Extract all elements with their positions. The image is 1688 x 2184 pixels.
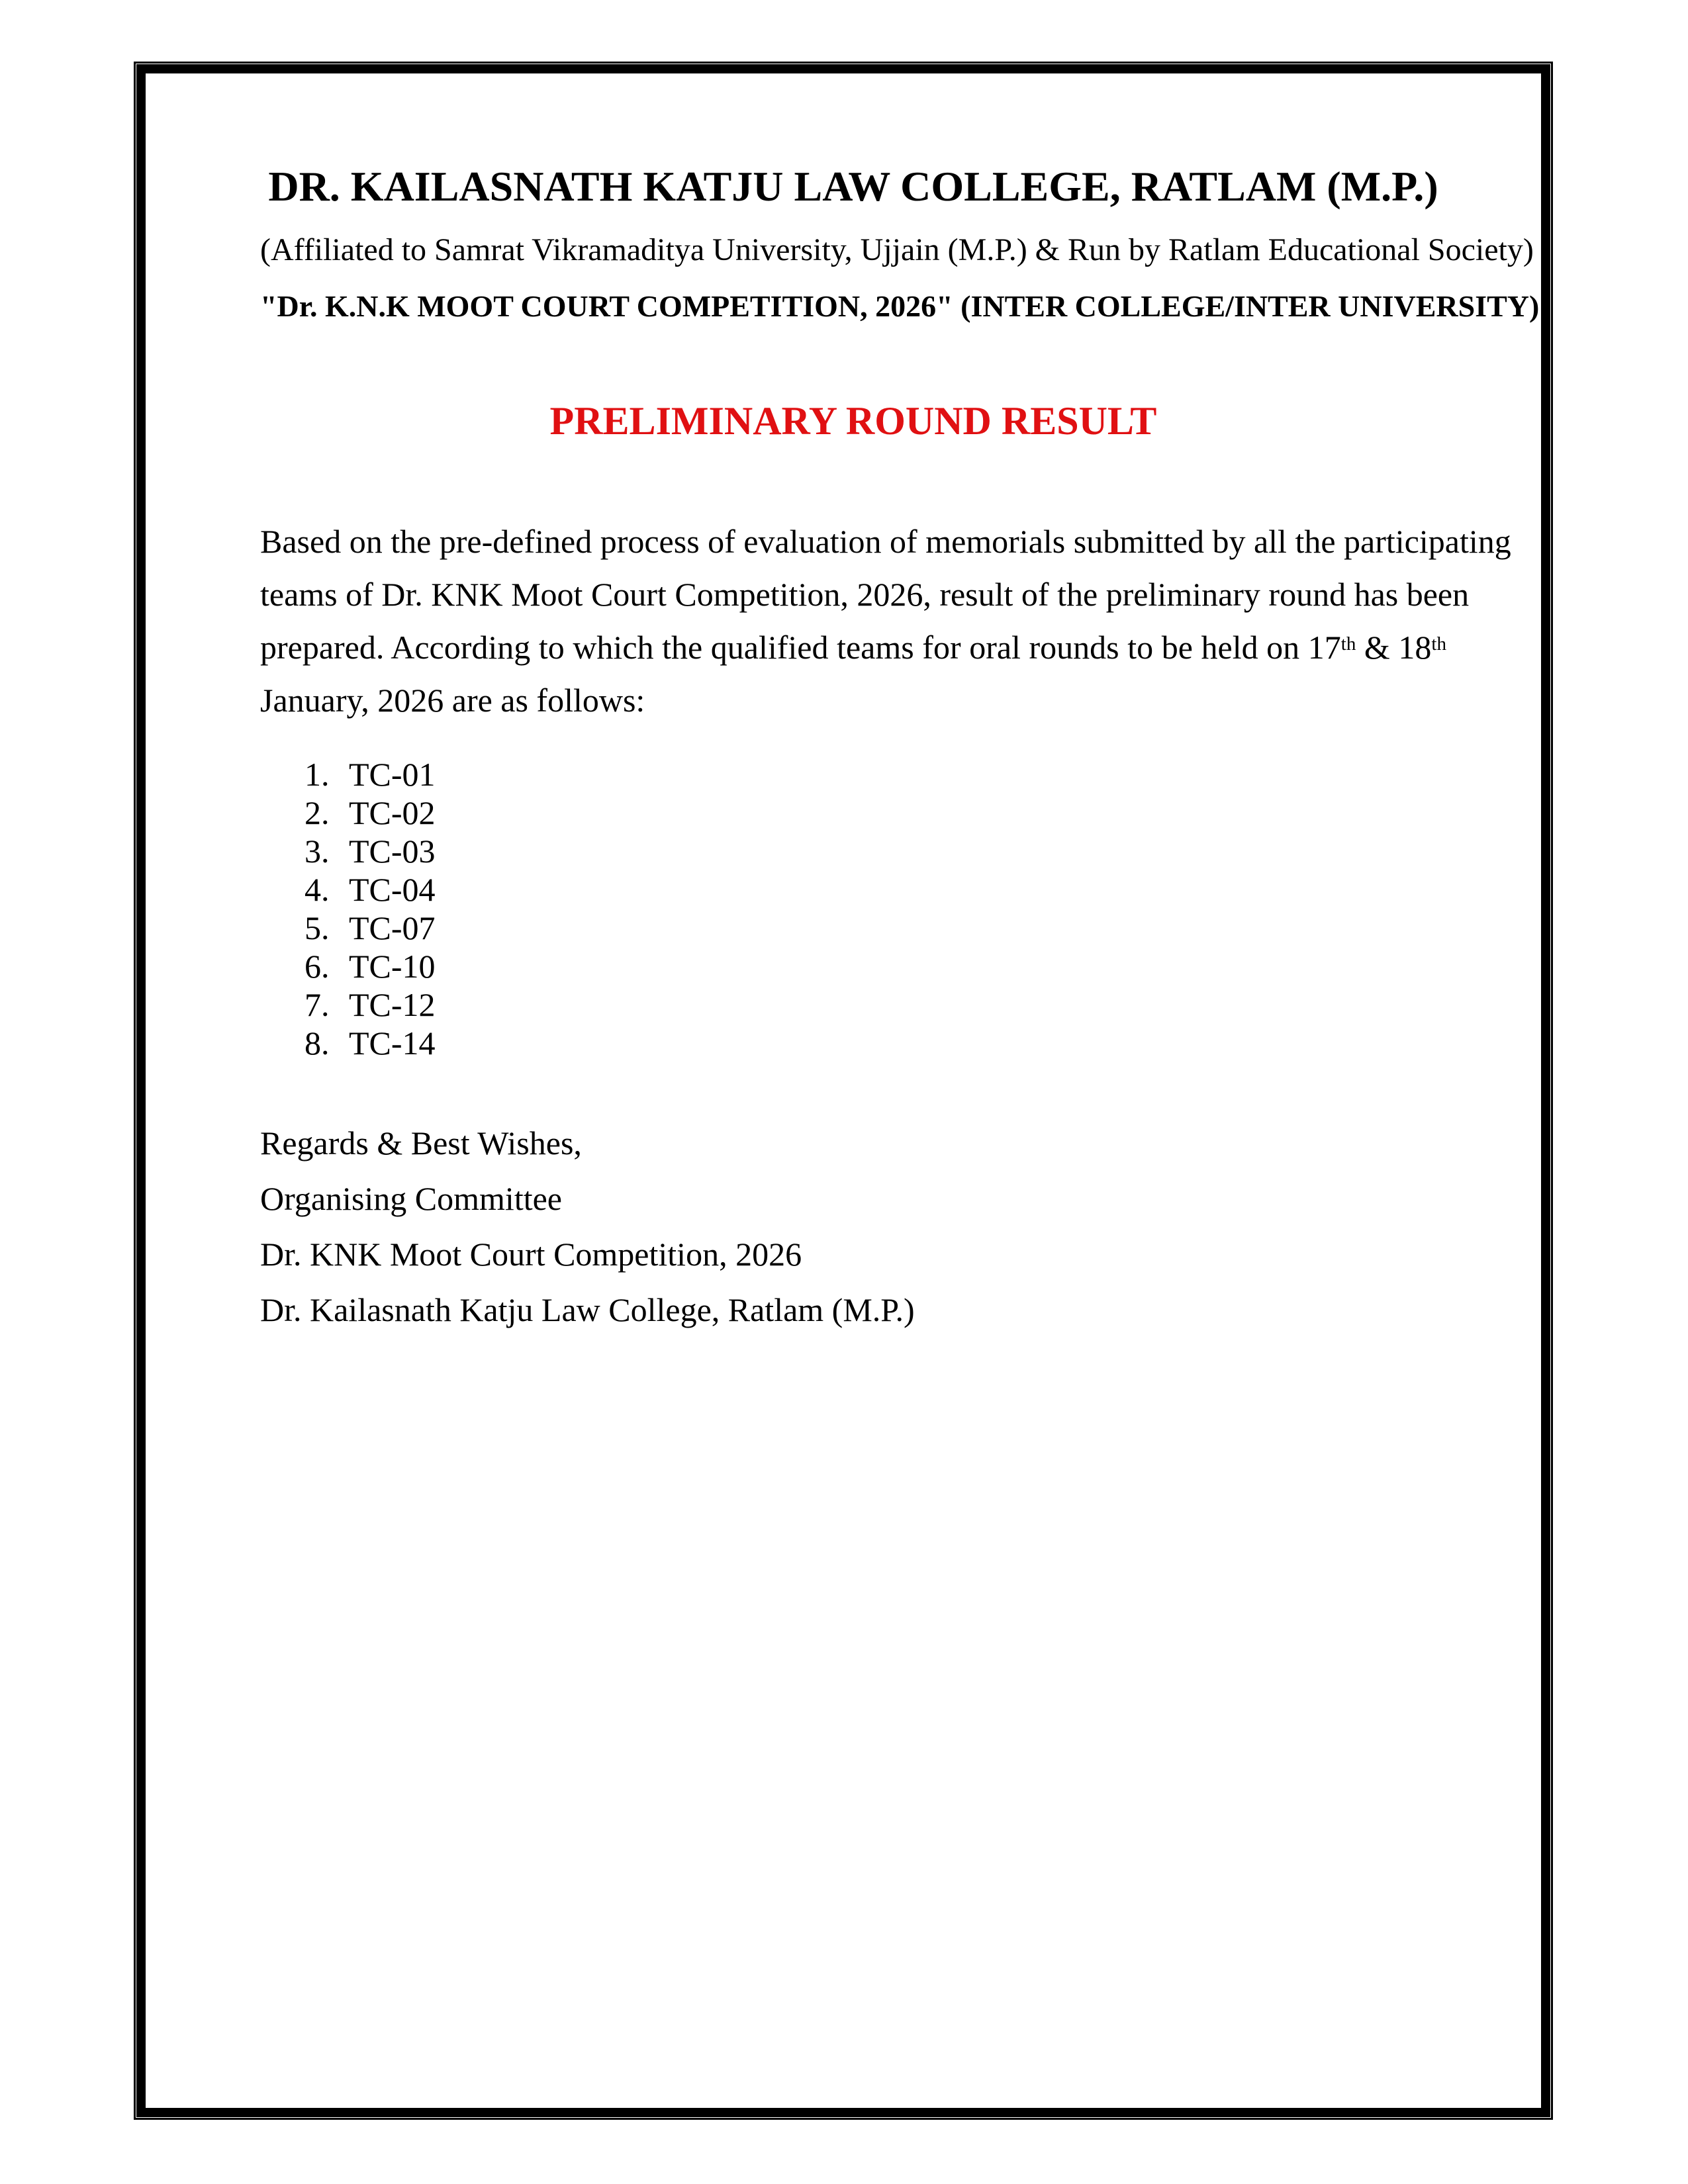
team-code: TC-02	[349, 794, 436, 831]
list-item	[260, 909, 1446, 947]
list-item	[260, 947, 1446, 985]
list-item	[260, 985, 1446, 1024]
list-item-number: 1.	[305, 756, 330, 793]
closing-college-name: Dr. Kailasnath Katju Law College, Ratlam (M.P.)	[260, 1291, 915, 1328]
team-code: TC-07	[349, 909, 436, 946]
list-item	[260, 870, 1446, 909]
body-line-2: teams of Dr. KNK Moot Court Competition, 2026, result of the preliminary round has been	[260, 576, 1470, 613]
team-code: TC-03	[349, 833, 436, 870]
list-item	[260, 1024, 1446, 1062]
team-code: TC-10	[349, 948, 436, 985]
list-item	[260, 755, 1446, 794]
body-line-3-text: prepared. According to which the qualified teams for oral rounds to be held on 17	[260, 629, 1341, 666]
ordinal-suffix-18th: th	[1431, 633, 1446, 655]
body-line-4: January, 2026 are as follows:	[260, 682, 645, 719]
team-code: TC-14	[349, 1024, 436, 1062]
body-line-3	[260, 621, 1446, 674]
list-item-number: 7.	[305, 986, 330, 1023]
team-code: TC-04	[349, 871, 436, 908]
list-item-number: 2.	[305, 794, 330, 831]
result-heading: PRELIMINARY ROUND RESULT	[549, 399, 1157, 443]
body-line-3-text-2: & 18	[1356, 629, 1432, 666]
closing-competition-name: Dr. KNK Moot Court Competition, 2026	[260, 1236, 802, 1273]
list-item-number: 3.	[305, 833, 330, 870]
team-code: TC-12	[349, 986, 436, 1023]
closing-regards: Regards & Best Wishes,	[260, 1124, 582, 1161]
list-item	[260, 832, 1446, 870]
list-item-number: 4.	[305, 871, 330, 908]
qualified-teams-list	[260, 755, 1446, 1062]
page-border-inner	[136, 64, 1550, 2117]
body-line-1: Based on the pre-defined process of evaluation of memorials submitted by all the participating	[260, 523, 1511, 560]
ordinal-suffix-17th: th	[1340, 633, 1356, 655]
competition-title-line: "Dr. K.N.K MOOT COURT COMPETITION, 2026" (INTER COLLEGE/INTER UNIVERSITY)	[260, 289, 1540, 323]
list-item-number: 8.	[305, 1024, 330, 1062]
college-name-heading: DR. KAILASNATH KATJU LAW COLLEGE, RATLAM (M.P.)	[268, 163, 1438, 210]
list-item-number: 5.	[305, 909, 330, 946]
list-item	[260, 794, 1446, 832]
closing-block	[260, 1116, 1446, 1339]
closing-organising-committee: Organising Committee	[260, 1180, 562, 1217]
list-item-number: 6.	[305, 948, 330, 985]
page-border-outer	[134, 62, 1553, 2120]
result-body-paragraph	[260, 515, 1511, 727]
affiliation-subtitle: (Affiliated to Samrat Vikramaditya University, Ujjain (M.P.) & Run by Ratlam Educational Society)	[260, 232, 1534, 267]
team-code: TC-01	[349, 756, 436, 793]
